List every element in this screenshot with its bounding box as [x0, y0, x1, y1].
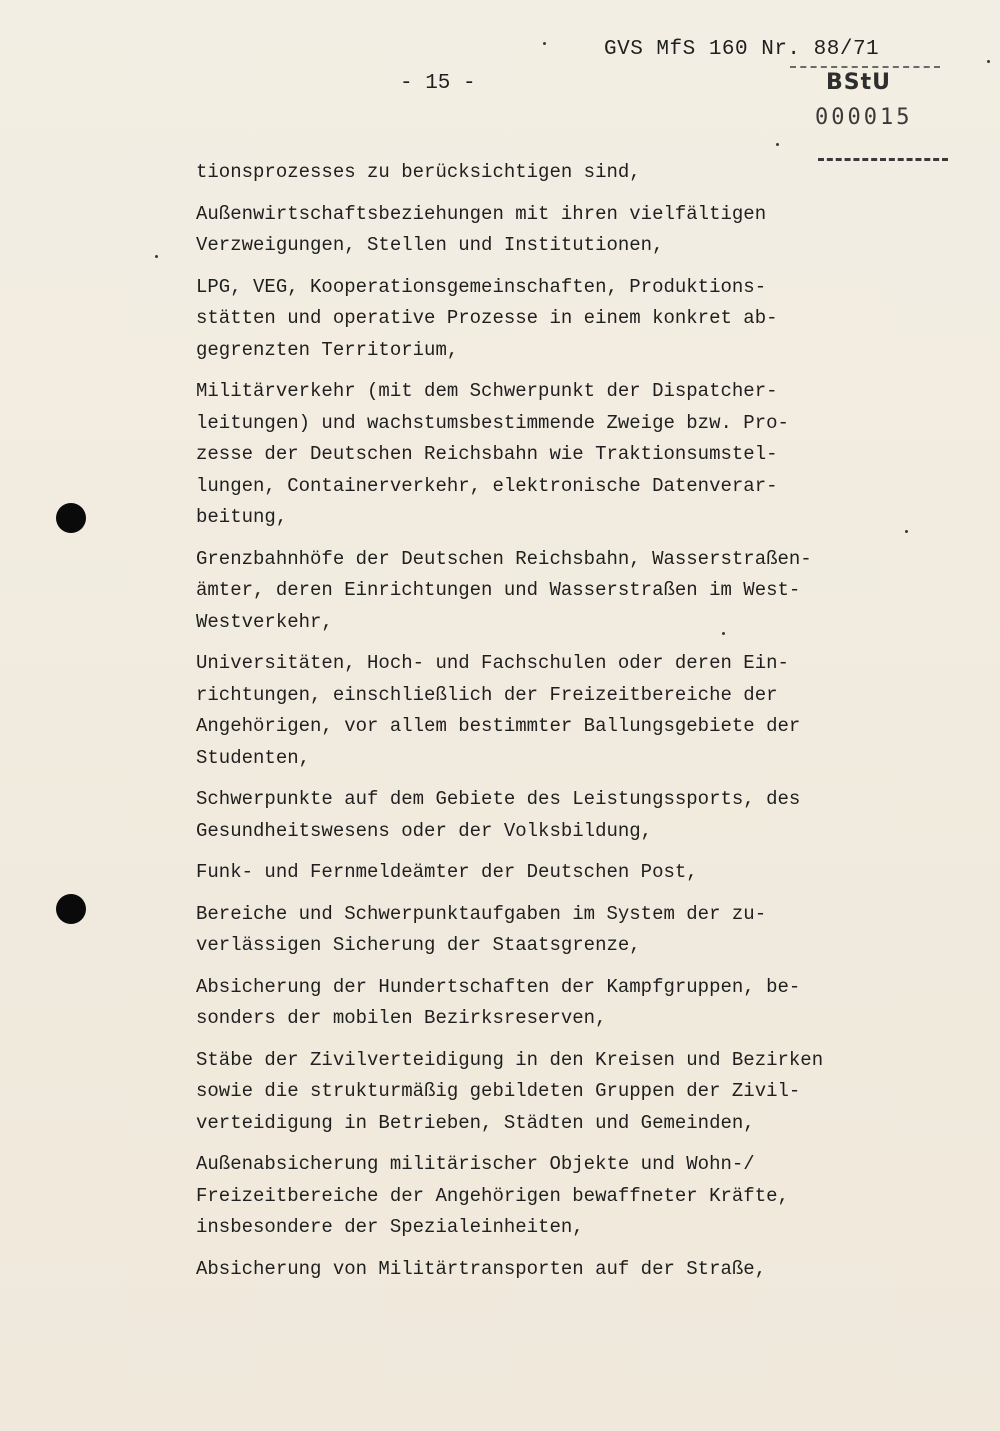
text-line: Absicherung der Hundertschaften der Kampfgruppen, be-: [196, 975, 801, 998]
paragraph: [196, 157, 916, 189]
paragraph: [196, 376, 916, 534]
text-line: Funk- und Fernmeldeämter der Deutschen Post,: [196, 861, 698, 883]
text-line: LPG, VEG, Kooperationsgemeinschaften, Produktions-: [196, 275, 767, 298]
paragraph: [196, 1254, 916, 1286]
text-line: Bereiche und Schwerpunktaufgaben im System der zu-: [196, 902, 767, 925]
text-line: leitungen) und wachstumsbestimmende Zweige bzw. Pro-: [196, 411, 789, 434]
paragraph: [196, 1045, 916, 1140]
paper-speck: [987, 60, 990, 63]
text-line: Freizeitbereiche der Angehörigen bewaffneter Kräfte,: [196, 1184, 789, 1207]
text-line: lungen, Containerverkehr, elektronische Datenverar-: [196, 474, 778, 497]
paragraph: [196, 199, 916, 262]
text-line: Westverkehr,: [196, 610, 333, 633]
text-line: insbesondere der Spezialeinheiten,: [196, 1216, 584, 1238]
punch-hole-upper: [56, 503, 86, 533]
paragraph: [196, 857, 916, 889]
paper-speck: [543, 42, 546, 45]
paper-speck: [155, 255, 158, 258]
page-number: - 15 -: [400, 72, 476, 95]
text-line: verteidigung in Betrieben, Städten und Gemeinden,: [196, 1111, 755, 1134]
punch-hole-lower: [56, 894, 86, 924]
archive-stamp-title: BStU: [826, 70, 891, 95]
paragraph: [196, 544, 916, 639]
reference-underline: [790, 66, 940, 68]
document-reference: GVS MfS 160 Nr. 88/71: [604, 38, 880, 61]
text-line: Verzweigungen, Stellen und Institutionen,: [196, 234, 664, 256]
text-line: Schwerpunkte auf dem Gebiete des Leistungssports, des: [196, 788, 801, 810]
text-line: Universitäten, Hoch- und Fachschulen oder deren Ein-: [196, 652, 789, 674]
paragraph: [196, 784, 916, 847]
text-line: Grenzbahnhöfe der Deutschen Reichsbahn, Wasserstraßen-: [196, 547, 812, 570]
text-line: tionsprozesses zu berücksichtigen sind,: [196, 161, 641, 183]
paragraph: [196, 648, 916, 774]
text-line: Absicherung von Militärtransporten auf der Straße,: [196, 1257, 767, 1280]
text-line: Außenwirtschaftsbeziehungen mit ihren vielfältigen: [196, 202, 767, 225]
paper-speck: [905, 530, 908, 533]
text-line: verlässigen Sicherung der Staatsgrenze,: [196, 934, 641, 956]
text-line: richtungen, einschließlich der Freizeitbereiche der: [196, 683, 778, 706]
text-line: zesse der Deutschen Reichsbahn wie Traktionsumstel-: [196, 443, 778, 465]
text-line: ämter, deren Einrichtungen und Wasserstraßen im West-: [196, 579, 801, 601]
text-line: sonders der mobilen Bezirksreserven,: [196, 1007, 607, 1029]
paragraph: [196, 972, 916, 1035]
text-line: stätten und operative Prozesse in einem konkret ab-: [196, 307, 778, 329]
paragraph: [196, 899, 916, 962]
archive-stamp-number: 000015: [815, 105, 913, 130]
paragraph: [196, 1149, 916, 1244]
document-body: [196, 157, 916, 1295]
paper-speck: [776, 143, 779, 146]
text-line: Gesundheitswesens oder der Volksbildung,: [196, 819, 653, 842]
text-line: gegrenzten Territorium,: [196, 338, 459, 361]
paper-speck: [722, 632, 725, 635]
text-line: Stäbe der Zivilverteidigung in den Kreisen und Bezirken: [196, 1048, 824, 1071]
paragraph: [196, 272, 916, 367]
text-line: beitung,: [196, 506, 288, 528]
text-line: Militärverkehr (mit dem Schwerpunkt der Dispatcher-: [196, 380, 778, 402]
text-line: Angehörigen, vor allem bestimmter Ballungsgebiete der: [196, 715, 801, 737]
text-line: Studenten,: [196, 746, 311, 769]
text-line: sowie die strukturmäßig gebildeten Gruppen der Zivil-: [196, 1080, 801, 1102]
text-line: Außenabsicherung militärischer Objekte und Wohn-/: [196, 1153, 755, 1175]
